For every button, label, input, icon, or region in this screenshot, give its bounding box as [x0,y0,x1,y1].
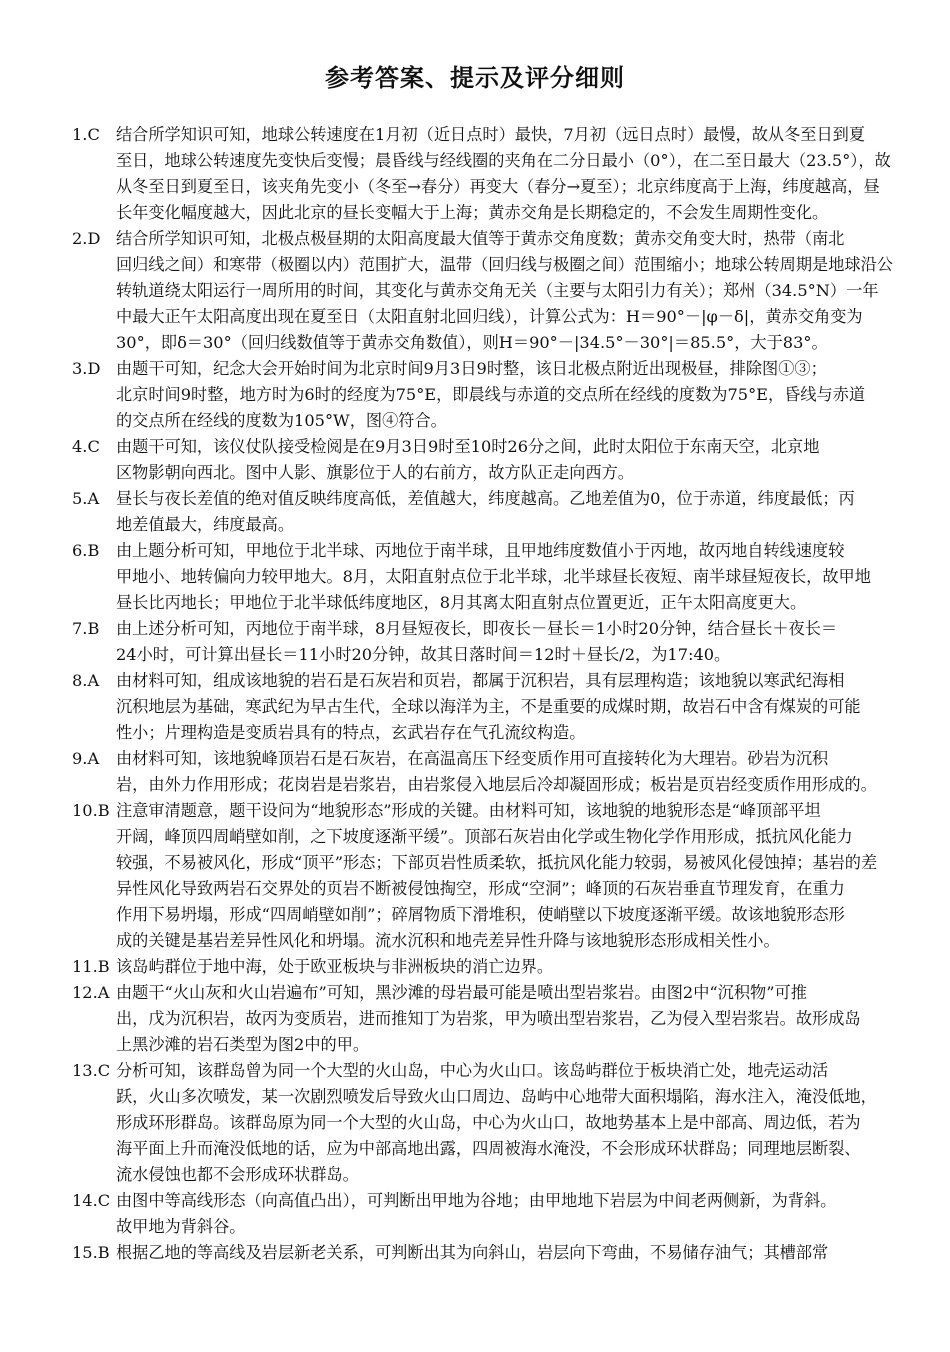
answer-item [72,538,934,616]
answer-line: 流水侵蚀也都不会形成环状群岛。 [116,1165,359,1184]
answer-label: 10.B [72,801,110,820]
answer-item [72,1058,934,1188]
answer-item [72,668,934,746]
answer-item [72,980,934,1058]
answer-line: 根据乙地的等高线及岩层新老关系，可判断出其为向斜山，岩层向下弯曲，不易储存油气；其槽部常 [116,1243,829,1262]
answer-line: 由上题分析可知，甲地位于北半球、丙地位于南半球，且甲地纬度数值小于丙地，故丙地自转线速度较 [116,541,845,560]
answer-label: 13.C [72,1061,111,1080]
answer-line: 由上述分析可知，丙地位于南半球，8月昼短夜长，即夜长－昼长＝1小时20分钟，结合昼长＋夜长＝ [116,619,838,638]
answer-line: 岩，由外力作用形成；花岗岩是岩浆岩，由岩浆侵入地层后冷却凝固形成；板岩是页岩经变质作用形成的。 [116,775,877,794]
answer-line: 较强，不易被风化，形成“顶平”形态；下部页岩性质柔软，抵抗风化能力较弱，易被风化侵蚀掉；基岩的差 [116,853,878,872]
page-title: 参考答案、提示及评分细则 [325,64,625,92]
answer-line: 异性风化导致两岩石交界处的页岩不断被侵蚀掏空，形成“空洞”；峰顶的石灰岩垂直节理发育，在重力 [116,879,845,898]
answer-label: 3.D [72,359,101,378]
answer-label: 9.A [72,749,100,768]
answer-line: 昼长比丙地长；甲地位于北半球低纬度地区，8月其离太阳直射点位置更近，正午太阳高度更大。 [116,593,807,612]
answer-item [72,954,934,980]
answer-line: 作用下易坍塌，形成“四周峭壁如削”；碎屑物质下滑堆积，使峭壁以下坡度逐渐平缓。故该地貌形态形 [116,905,845,924]
answer-label: 4.C [72,437,100,456]
answer-line: 该岛屿群位于地中海，处于欧亚板块与非洲板块的消亡边界。 [116,957,554,976]
answer-label: 5.A [72,489,100,508]
answer-item [72,226,934,356]
answer-line: 注意审清题意，题干设问为“地貌形态”形成的关键。由材料可知，该地貌的地貌形态是“峰顶部平坦 [116,801,821,820]
answer-line: 长年变化幅度越大，因此北京的昼长变幅大于上海；黄赤交角是长期稳定的，不会发生周期性变化。 [116,203,829,222]
answer-label: 14.C [72,1191,111,1210]
answer-item [72,434,934,486]
answer-line: 跃，火山多次喷发，某一次剧烈喷发后导致火山口周边、岛屿中心地带大面积塌陷，海水注入，淹没低地， [116,1087,877,1106]
answer-label: 12.A [72,983,110,1002]
answer-line: 开阔，峰顶四周峭壁如削，之下坡度逐渐平缓”。顶部石灰岩由化学或生物化学作用形成，抵抗风化能力 [116,827,853,846]
answer-line: 从冬至日到夏至日，该夹角先变小（冬至→春分）再变大（春分→夏至）；北京纬度高于上海，纬度越高，昼 [116,177,880,196]
answer-item [72,486,934,538]
answer-line: 中最大正午太阳高度出现在夏至日（太阳直射北回归线），计算公式为：H＝90°－|φ－δ|，黄赤交角变为 [116,307,863,326]
answer-line: 区物影朝向西北。图中人影、旗影位于人的右前方，故方队正走向西方。 [116,463,634,482]
answer-line: 由题干“火山灰和火山岩遍布”可知，黑沙滩的母岩最可能是喷出型岩浆岩。由图2中“沉积物”可推 [116,983,807,1002]
answer-line: 成的关键是基岩差异性风化和坍塌。流水沉积和地壳差异性升降与该地貌形态形成相关性小。 [116,931,780,950]
answer-line: 由材料可知，该地貌峰顶岩石是石灰岩，在高温高压下经变质作用可直接转化为大理岩。砂岩为沉积 [116,749,829,768]
answer-line: 形成环形群岛。该群岛原为同一个大型的火山岛，中心为火山口，故地势基本上是中部高、周边低，若为 [116,1113,861,1132]
answer-line: 转轨道绕太阳运行一周所用的时间，其变化与黄赤交角无关（主要与太阳引力有关）；郑州（34.5°N）一年 [116,281,879,300]
answer-line: 沉积地层为基础，寒武纪为早古生代，全球以海洋为主，不是重要的成煤时期，故岩石中含有煤炭的可能 [116,697,861,716]
answer-line: 甲地小、地转偏向力较甲地大。8月，太阳直射点位于北半球，北半球昼长夜短、南半球昼短夜长，故甲地 [116,567,871,586]
answer-label: 7.B [72,619,100,638]
answer-line: 由题干可知，纪念大会开始时间为北京时间9月3日9时整，该日北极点附近出现极昼，排除图①③； [116,359,827,378]
answer-line: 30°，即δ＝30°（回归线数值等于黄赤交角数值），则H＝90°－|34.5°－30°|＝85.5°，大于83°。 [116,333,828,352]
answer-item [72,746,934,798]
answer-label: 15.B [72,1243,110,1262]
answer-line: 回归线之间）和寒带（极圈以内）范围扩大，温带（回归线与极圈之间）范围缩小；地球公转周期是地球沿公 [116,255,893,274]
answer-label: 11.B [72,957,110,976]
answer-line: 分析可知，该群岛曾为同一个大型的火山岛，中心为火山口。该岛屿群位于板块消亡处，地壳运动活 [116,1061,829,1080]
answer-line: 北京时间9时整，地方时为6时的经度为75°E，即晨线与赤道的交点所在经线的度数为75°E，昏线与赤道 [116,385,866,404]
answer-line: 24小时，可计算出昼长＝11小时20分钟，故其日落时间＝12时＋昼长/2，为17:40。 [116,645,731,664]
answer-item [72,356,934,434]
answer-item [72,798,934,954]
answer-item [72,122,934,226]
answer-item [72,1188,934,1240]
answer-line: 由题干可知，该仪仗队接受检阅是在9月3日9时至10时26分之间，此时太阳位于东南天空，北京地 [116,437,820,456]
answer-label: 1.C [72,125,100,144]
answer-list [72,122,934,1266]
answer-label: 8.A [72,671,100,690]
answer-line: 地差值最大，纬度最高。 [116,515,295,534]
answer-line: 结合所学知识可知，北极点极昼期的太阳高度最大值等于黄赤交角度数；黄赤交角变大时，热带（南北 [116,229,845,248]
answer-line: 故甲地为背斜谷。 [116,1217,246,1236]
answer-line: 海平面上升而淹没低地的话，应为中部高地出露，四周被海水淹没，不会形成环状群岛；同理地层断裂、 [116,1139,861,1158]
answer-line: 的交点所在经线的度数为105°W，图④符合。 [116,411,447,430]
answer-line: 至日，地球公转速度先变快后变慢；晨昏线与经线圈的夹角在二分日最小（0°），在二至日最大（23.5°），故 [116,151,891,170]
answer-item [72,1240,934,1266]
answer-line: 结合所学知识可知，地球公转速度在1月初（近日点时）最快，7月初（远日点时）最慢，故从冬至日到夏 [116,125,866,144]
answer-line: 性小；片理构造是变质岩具有的特点，玄武岩存在气孔流纹构造。 [116,723,586,742]
answer-label: 6.B [72,541,100,560]
answer-line: 由图中等高线形态（向高值凸出），可判断出甲地为谷地；由甲地地下岩层为中间老两侧新，为背斜。 [116,1191,837,1210]
answer-line: 上黑沙滩的岩石类型为图2中的甲。 [116,1035,370,1054]
answer-line: 由材料可知，组成该地貌的岩石是石灰岩和页岩，都属于沉积岩，具有层理构造；该地貌以寒武纪海相 [116,671,845,690]
answer-label: 2.D [72,229,101,248]
answer-item [72,616,934,668]
answer-line: 昼长与夜长差值的绝对值反映纬度高低，差值越大，纬度越高。乙地差值为0，位于赤道，纬度最低；丙 [116,489,855,508]
answer-line: 出，戊为沉积岩，故丙为变质岩，进而推知丁为岩浆，甲为喷出型岩浆岩，乙为侵入型岩浆岩。故形成岛 [116,1009,861,1028]
